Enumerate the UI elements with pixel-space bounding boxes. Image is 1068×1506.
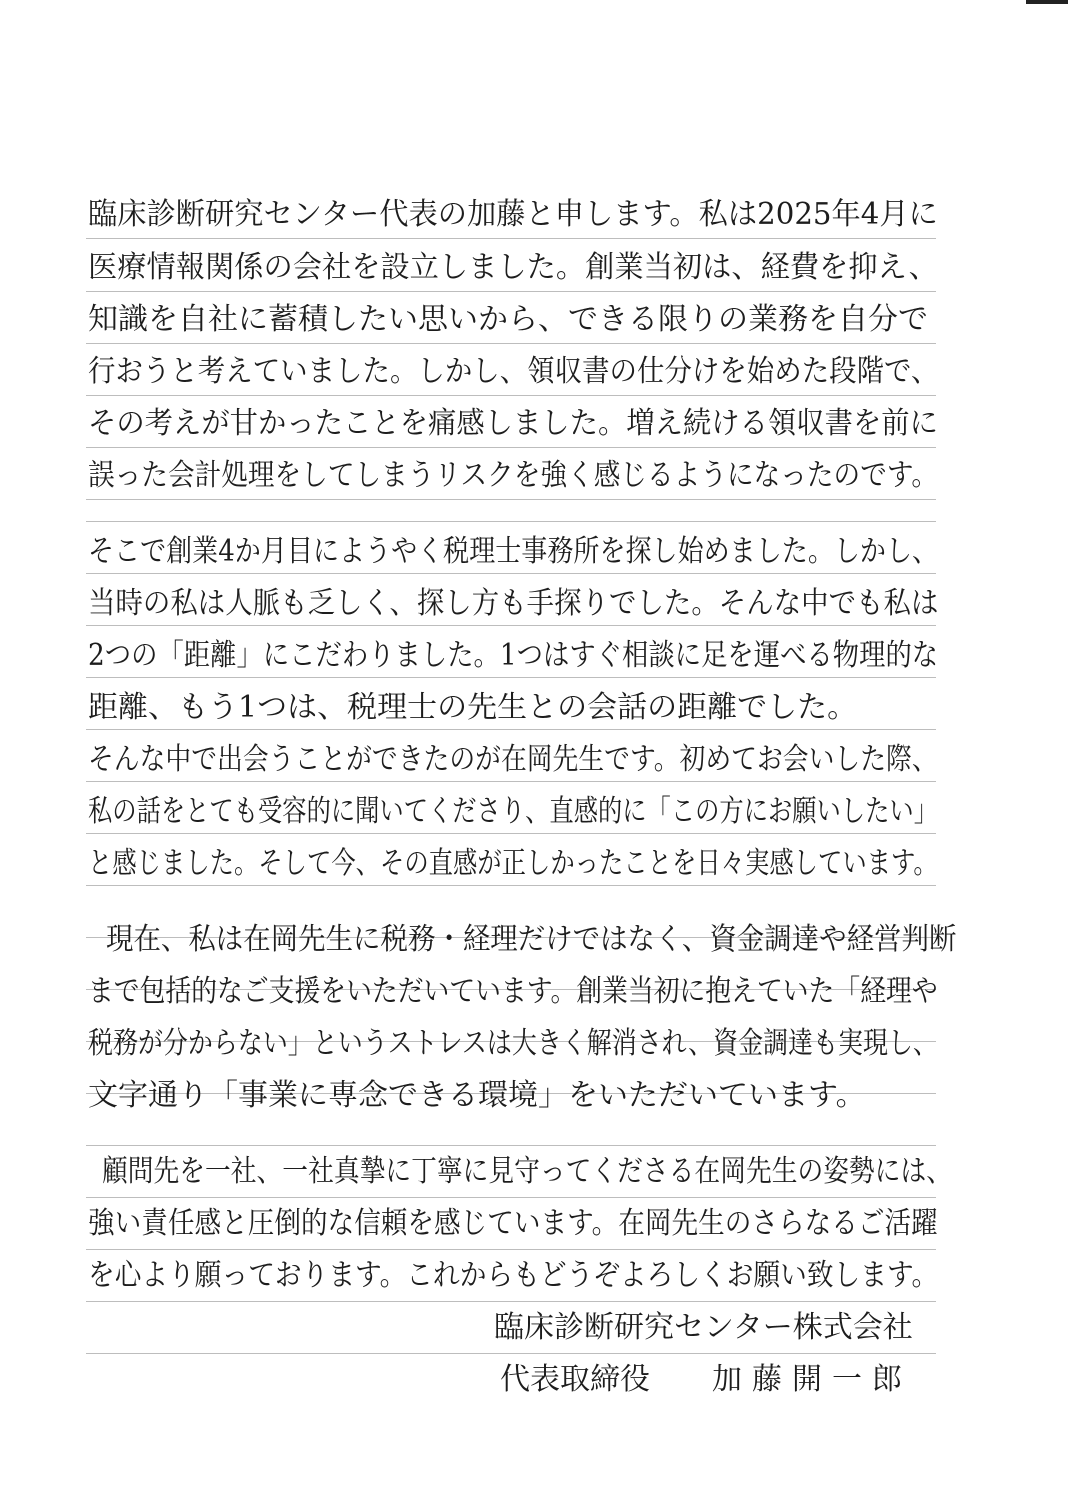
- letter-line: 知識を自社に蓄積したい思いから、できる限りの業務を自分で: [88, 302, 928, 337]
- letter-line: を心より願っております。これからもどうぞよろしくお願い致します。: [88, 1258, 939, 1293]
- ruled-line: [86, 1197, 936, 1198]
- letter-line: 文字通り「事業に専念できる環境」をいただいています。: [88, 1078, 866, 1113]
- letter-line: 2つの「距離」にこだわりました。1つはすぐ相談に足を運べる物理的な: [88, 638, 939, 673]
- letter-line: 医療情報関係の会社を設立しました。創業当初は、経費を抑え、: [88, 250, 938, 285]
- ruled-line: [86, 833, 936, 834]
- page-corner-mark: [1026, 0, 1068, 4]
- ruled-line: [86, 677, 936, 678]
- ruled-line: [86, 1353, 936, 1354]
- ruled-line: [86, 885, 936, 886]
- letter-line: 行おうと考えていました。しかし、領収書の仕分けを始めた段階で、: [88, 354, 939, 389]
- ruled-line: [86, 291, 936, 292]
- ruled-line: [86, 521, 936, 522]
- ruled-line: [86, 499, 936, 500]
- letter-line: 税務が分からない」というストレスは大きく解消され、資金調達も実現し、: [88, 1026, 938, 1061]
- letter-line: 誤った会計処理をしてしまうリスクを強く感じるようになったのです。: [88, 458, 939, 493]
- ruled-line: [86, 395, 936, 396]
- signature-company: 臨床診断研究センター株式会社: [494, 1310, 913, 1345]
- ruled-line: [86, 625, 936, 626]
- ruled-line: [86, 238, 936, 239]
- ruled-line: [86, 1249, 936, 1250]
- ruled-line: [86, 573, 936, 574]
- letter-line: 強い責任感と圧倒的な信頼を感じています。在岡先生のさらなるご活躍: [88, 1206, 938, 1241]
- ruled-line: [86, 1301, 936, 1302]
- letter-line: 距離、もう1つは、税理士の先生との会話の距離でした。: [88, 690, 858, 725]
- letter-line: 当時の私は人脈も乏しく、探し方も手探りでした。そんな中でも私は: [88, 586, 939, 621]
- letter-line: まで包括的なご支援をいただいています。創業当初に抱えていた「経理や: [88, 974, 938, 1009]
- signature-name: 加藤開一郎: [712, 1362, 912, 1397]
- letter-line: 現在、私は在岡先生に税務・経理だけではなく、資金調達や経営判断: [106, 922, 957, 957]
- letter-line: 私の話をとても受容的に聞いてくださり、直感的に「この方にお願いしたい」: [88, 794, 938, 829]
- letter-line: と感じました。そして今、その直感が正しかったことを日々実感しています。: [88, 846, 938, 881]
- letter-line: 顧問先を一社、一社真摯に丁寧に見守ってくださる在岡先生の姿勢には、: [102, 1154, 953, 1189]
- letter-line: そんな中で出会うことができたのが在岡先生です。初めてお会いした際、: [88, 742, 938, 777]
- letter-line: そこで創業4か月目にようやく税理士事務所を探し始めました。しかし、: [88, 534, 939, 569]
- ruled-line: [86, 1145, 936, 1146]
- letter-line: 臨床診断研究センター代表の加藤と申します。私は2025年4月に: [88, 197, 938, 232]
- letter-line: その考えが甘かったことを痛感しました。増え続ける領収書を前に: [88, 406, 938, 441]
- ruled-line: [86, 781, 936, 782]
- ruled-line: [86, 729, 936, 730]
- signature-title: 代表取締役: [500, 1362, 650, 1397]
- ruled-line: [86, 447, 936, 448]
- ruled-line: [86, 343, 936, 344]
